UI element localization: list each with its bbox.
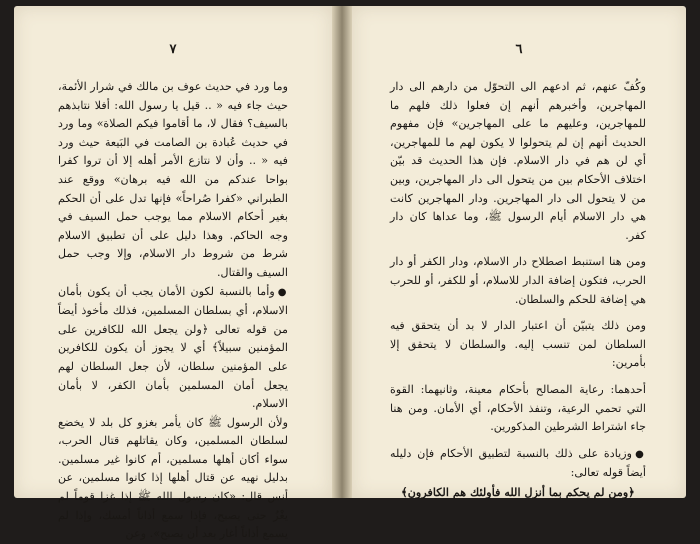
page-body <box>58 78 288 544</box>
paragraph: ● وزيادة على ذلك بالنسبة لتطبيق الأحكام فإن دليله أيضاً قوله تعالى: <box>390 445 646 483</box>
paragraph: أحدهما: رعاية المصالح بأحكام معينة، وثانيهما: القوة التي تحمي الرعية، وتنفذ الأحكام، أي الأمان. ومن هنا جاء اشتراط الشرطين المذكورين. <box>390 382 646 434</box>
page-body <box>390 78 646 501</box>
quran-verse: ﴿ومن لم يحكم بما أنزل الله فأولئك هم الكافرون﴾ <box>401 484 635 499</box>
right-page <box>352 6 686 498</box>
paragraph: ولأن الرسول ﷺ كان يأمر بغزو كل بلد لا يخضع لسلطان المسلمين، وكان يقاتلهم قتال الحرب، سواء أكان أهلها مسلمين، أم كانوا غير مسلمين. بدليل نهيه عن قتال أهلها إذا كانوا مسلمين، عن أنس قال: «كان رسول الله ﷺ إذا غزا قوماً لم يغْزُ حتى يصبح، فإذا سمع أذاناً أمسك، وإذا لم يسمع أذاناً أغار بعد أن يصبح». وعن <box>58 415 288 541</box>
left-page <box>14 6 332 541</box>
book-gutter <box>332 6 352 498</box>
paragraph: وكُفّ عنهم، ثم ادعهم الى التحوّل من دارهم الى دار المهاجرين، وأخبرهم أنهم إن فعلوا ذلك فلهم ما للمهاجرين، وعليهم ما على المهاجرين» فإن مفهوم الحديث أنهم إن لم يتحولوا لا يكون لهم ما للمهاجرين، أي لن هم في دار الاسلام. فإن هذا الحديث قد بيّن اختلاف الأحكام بين من يتحول الى دار المهاجرين، وبين من لا يتحول الى دار المهاجرين. ودار المهاجرين كانت هي دار الاسلام أيام الرسول ﷺ، وما عداها كان دار كفر. <box>390 80 646 242</box>
paragraph: ● وأما بالنسبة لكون الأمان يجب أن يكون بأمان الاسلام، أي بسلطان المسلمين، فذلك مأخوذ أيضاً من قوله تعالى ﴿ولن يجعل الله للكافرين على المؤمنين سبيلاً﴾ أي لا يجوز أن يكون للكافرين على المؤمنين سلطان، لأن جعل السلطان لهم يجعل أمان المسلمين بأمان الكفر، لا بأمان الاسلام. <box>58 283 288 414</box>
paragraph: ومن هنا استنبط اصطلاح دار الاسلام، ودار الكفر أو دار الحرب، فتكون إضافة الدار للاسلام، أو للكفر، أو للحرب هي إضافة للحكم والسلطان. <box>390 255 646 306</box>
paragraph: ومن ذلك يتبيّن أن اعتبار الدار لا بد أن يتحقق فيه السلطان لمن تنسب إليه. والسلطان لا يتحقق إلا بأمرين: <box>390 319 646 370</box>
page-number: ٦ <box>515 42 523 57</box>
page-number: ٧ <box>169 42 177 57</box>
paragraph: وما ورد في حديث عوف بن مالك في شرار الأئمة، حيث جاء فيه « .. قيل يا رسول الله: أفلا نتابذهم بالسيف؟ فقال لا، ما أقاموا فيكم الصلاة» وما ورد في حديث عُبادة بن الصامت في البَيعة حيث ورد فيه « .. وأن لا نتازع الأمر أهله إلا أن تروا كفرا بواحا عندكم من الله فيه برهان» ووقع عند الطبراني «كفرا صُراحاً» فإنها تدل على أن الحكم بغير أحكام الاسلام مما يوجب حمل السيف في وجه الحاكم. وهذا دليل على أن تطبيق الاسلام شرط من شروط دار الاسلام، وإلا وجب حمل السيف والقتال. <box>58 80 288 279</box>
